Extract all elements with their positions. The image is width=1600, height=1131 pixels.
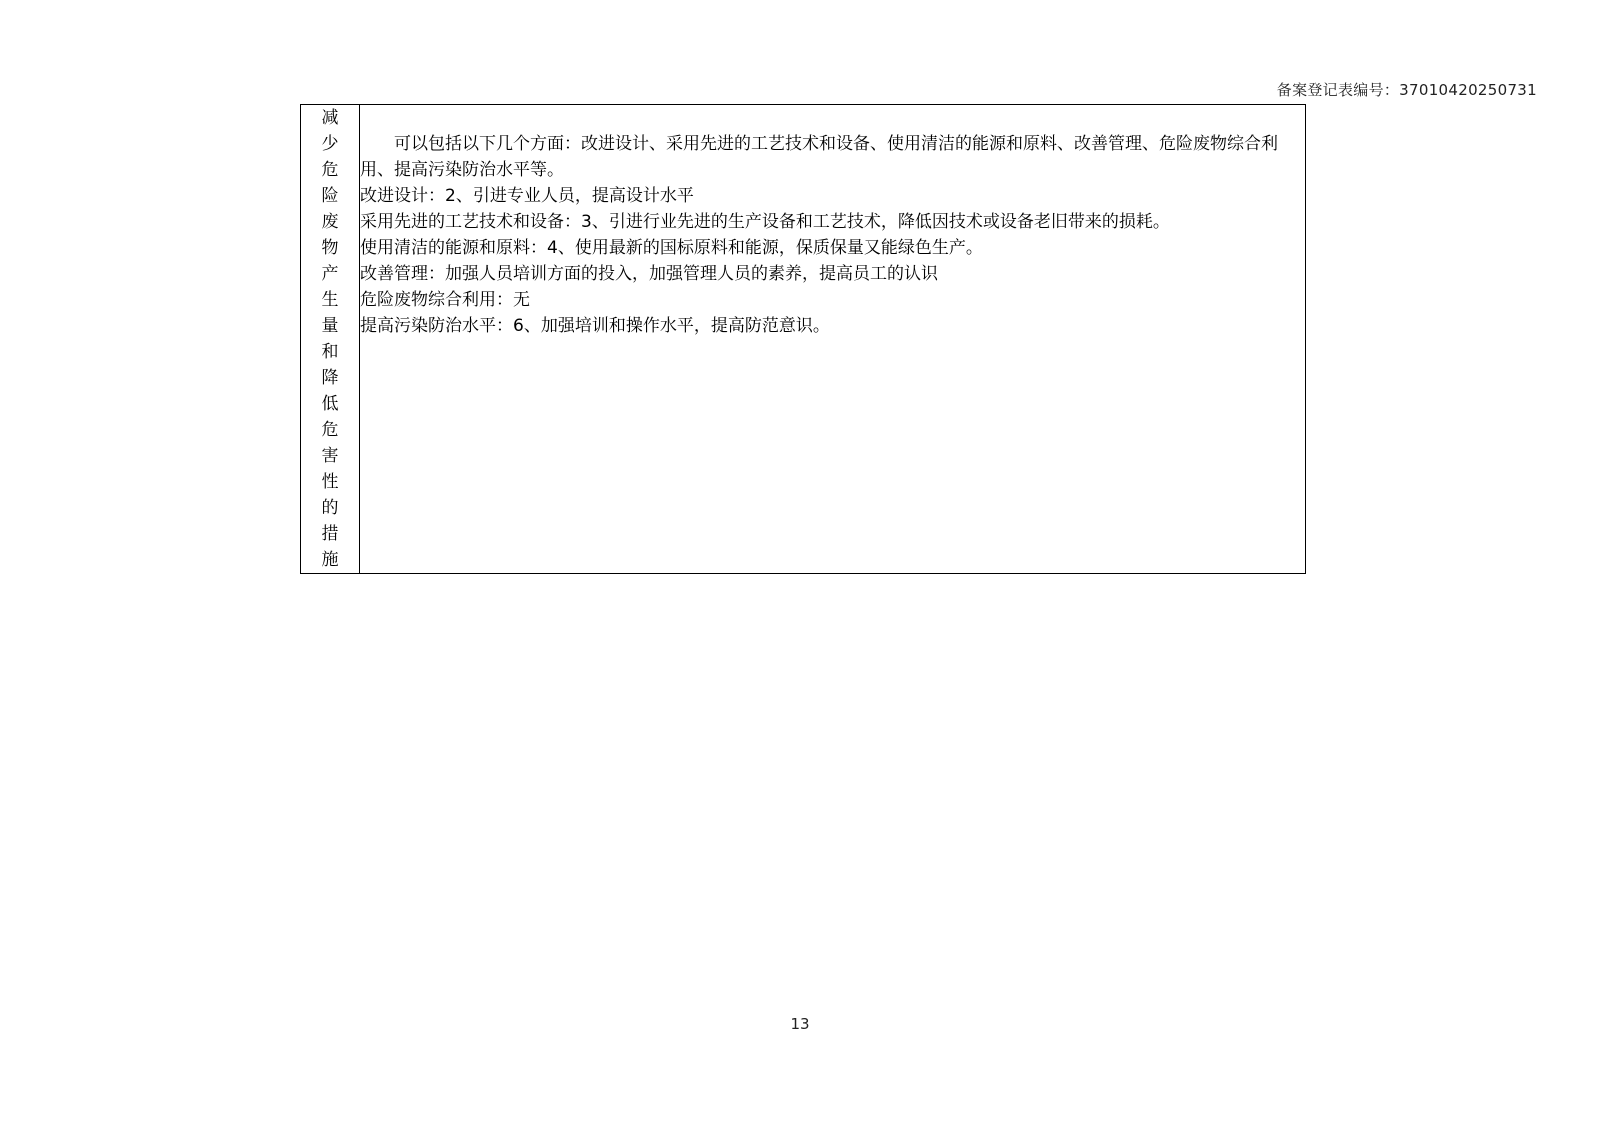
measures-table (300, 104, 1306, 574)
row-label (301, 105, 359, 573)
label-char: 低 (321, 394, 339, 414)
label-char: 和 (321, 342, 339, 362)
label-char: 的 (321, 498, 339, 518)
label-char: 施 (321, 550, 339, 570)
label-char: 生 (321, 290, 339, 310)
measures-content (360, 105, 1305, 339)
label-char: 性 (321, 472, 339, 492)
table-row (301, 105, 1306, 574)
label-char: 量 (321, 316, 339, 336)
content-line: 使用清洁的能源和原料：4、使用最新的国标原料和能源，保质保量又能绿色生产。 (360, 238, 983, 258)
content-line: 改进设计：2、引进专业人员，提高设计水平 (360, 186, 694, 206)
label-char: 降 (321, 368, 339, 388)
label-char: 危 (321, 420, 339, 440)
row-content-cell (360, 105, 1306, 574)
label-char: 产 (321, 264, 339, 284)
label-char: 险 (321, 186, 339, 206)
content-line: 危险废物综合利用：无 (360, 290, 530, 310)
registration-number: 备案登记表编号：37010420250731 (1276, 81, 1537, 99)
label-char: 废 (321, 212, 339, 232)
content-line: 改善管理：加强人员培训方面的投入，加强管理人员的素养，提高员工的认识 (360, 264, 938, 284)
label-char: 危 (321, 160, 339, 180)
page-number: 13 (790, 1015, 810, 1033)
content-line: 采用先进的工艺技术和设备：3、引进行业先进的生产设备和工艺技术，降低因技术或设备老旧带来的损耗。 (360, 212, 1170, 232)
content-line: 提高污染防治水平：6、加强培训和操作水平，提高防范意识。 (360, 316, 830, 336)
label-char: 少 (321, 134, 339, 154)
label-char: 减 (321, 108, 339, 128)
label-char: 害 (321, 446, 339, 466)
row-label-cell (301, 105, 360, 574)
label-char: 措 (321, 524, 339, 544)
intro-paragraph: 可以包括以下几个方面：改进设计、采用先进的工艺技术和设备、使用清洁的能源和原料、改善管理、危险废物综合利用、提高污染防治水平等。 (360, 134, 1278, 180)
label-char: 物 (321, 238, 339, 258)
